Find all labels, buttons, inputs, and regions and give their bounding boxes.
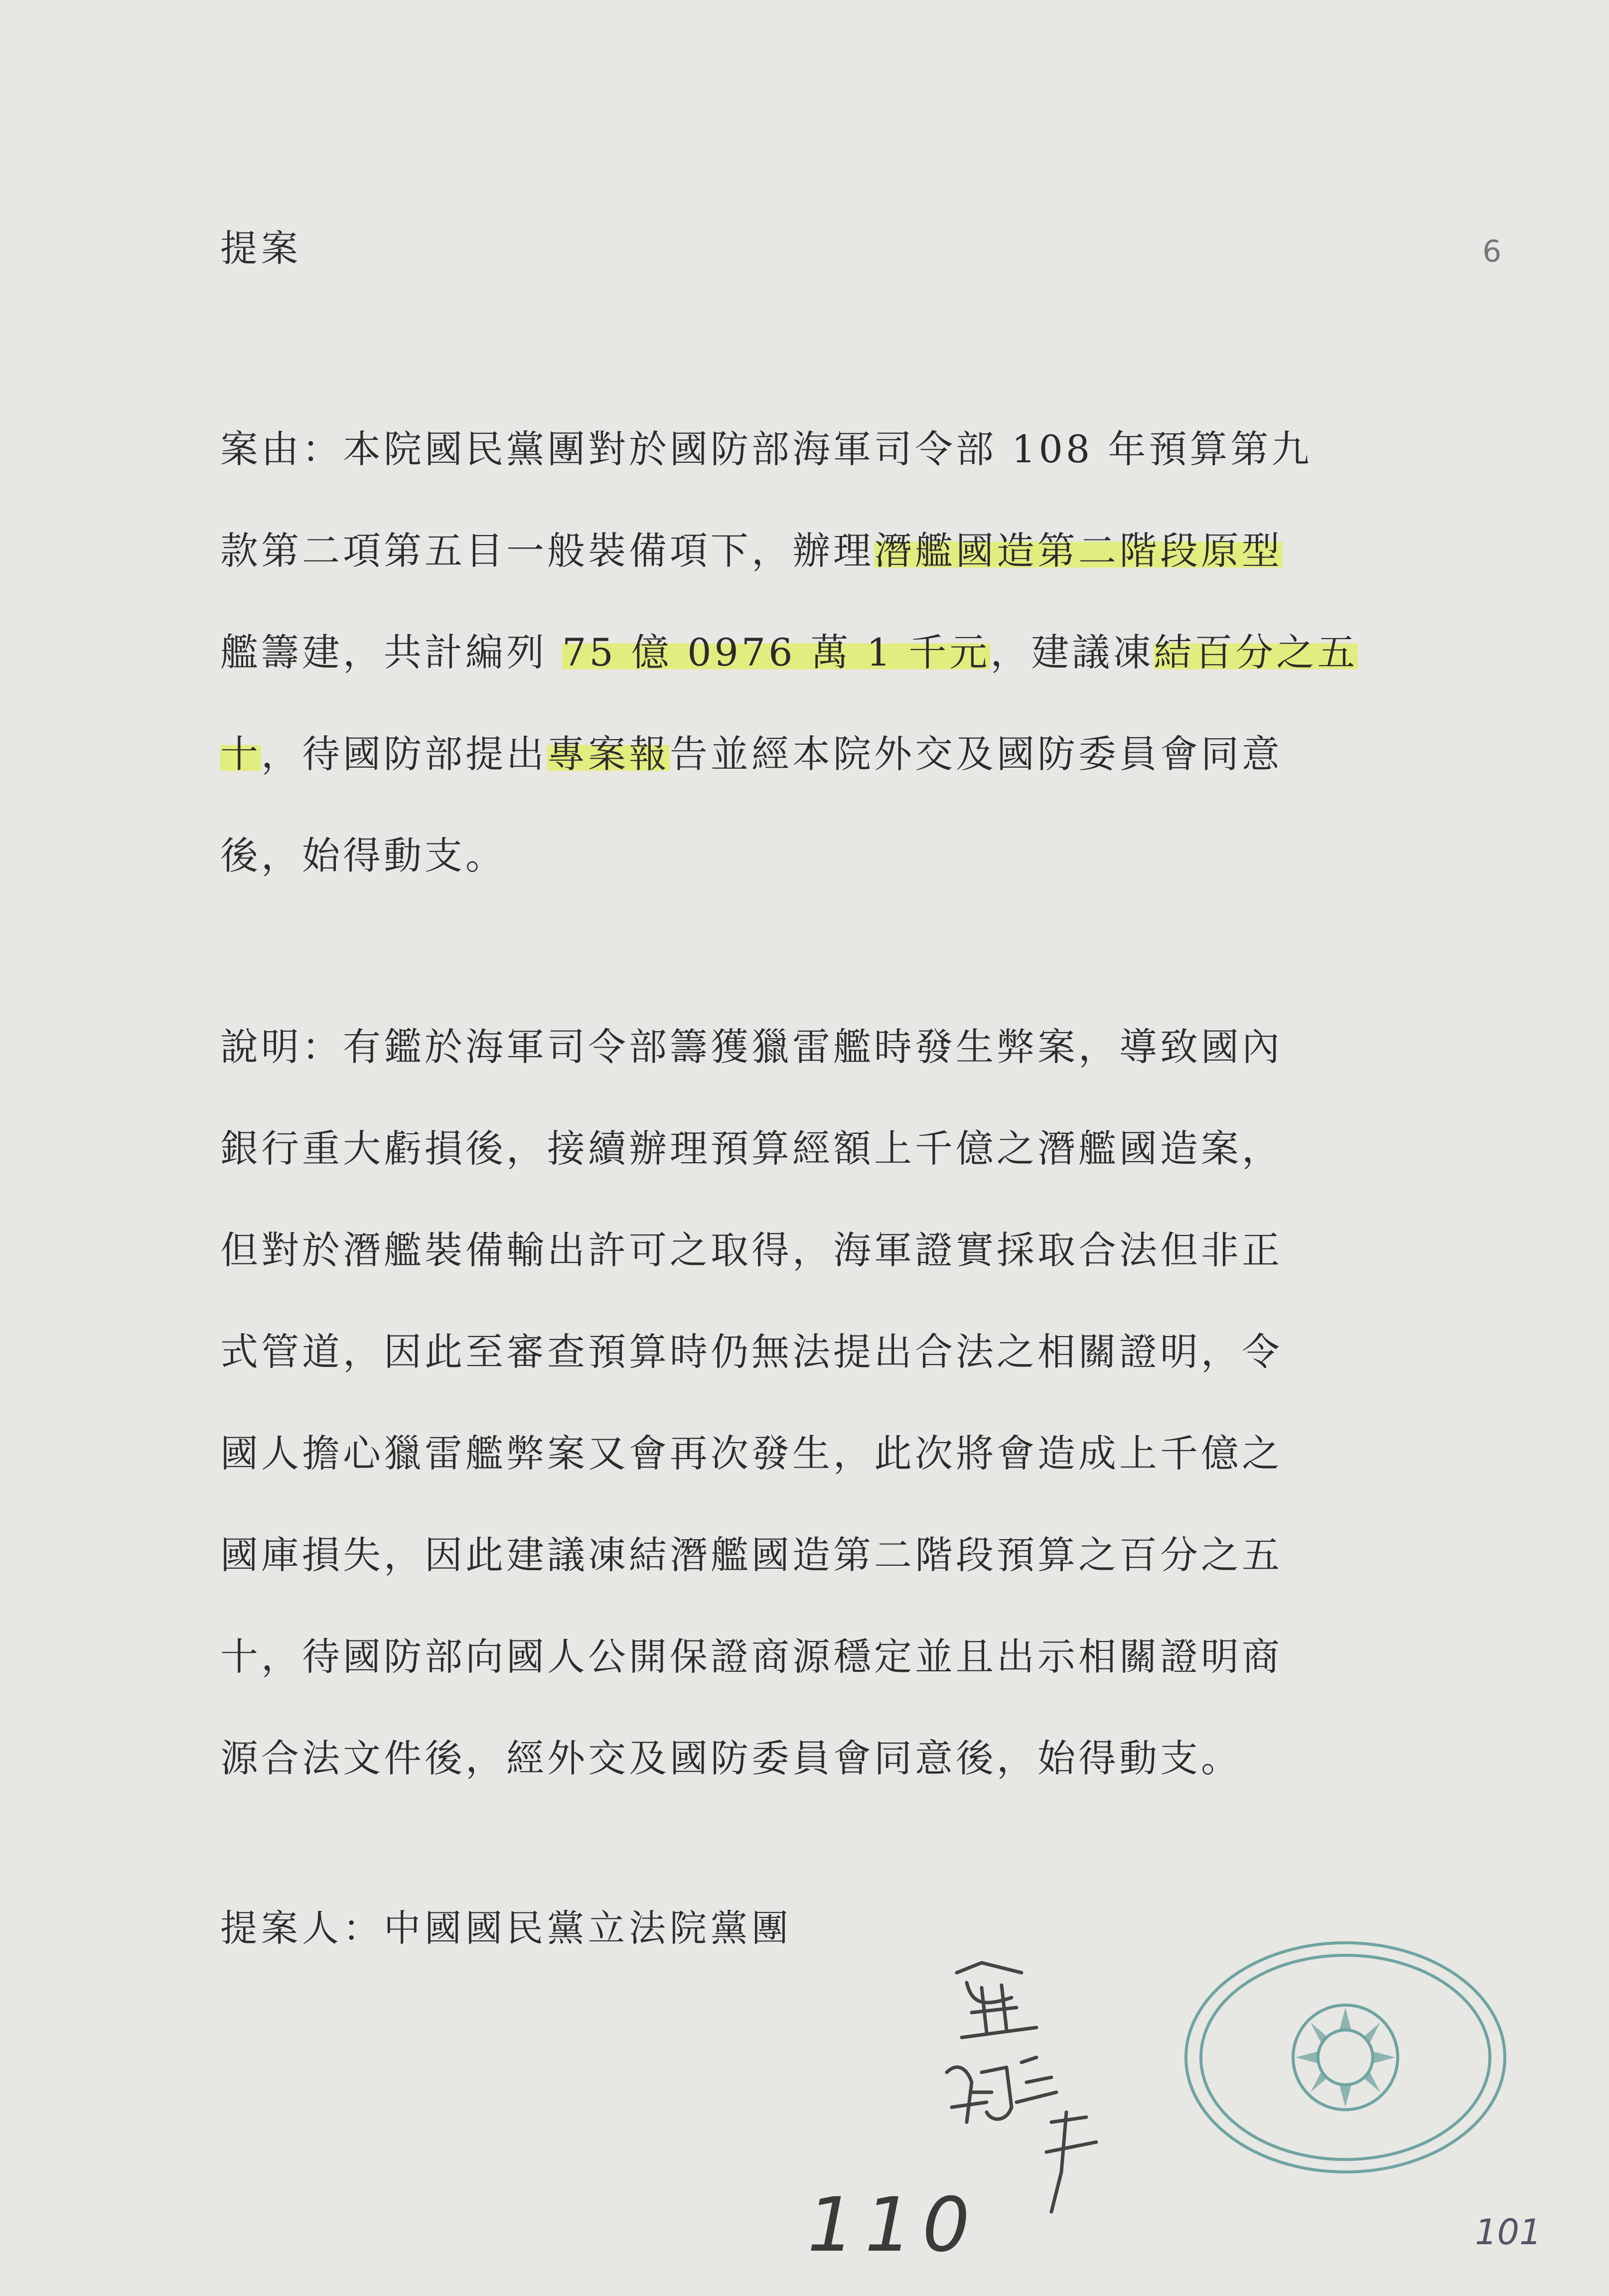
highlighted-text: 十 — [220, 732, 261, 776]
reason-line — [220, 500, 1401, 602]
explanation-line: 式管道，因此至審查預算時仍無法提出合法之相關證明，令 — [220, 1330, 1283, 1374]
reason-line: 後，始得動支。 — [220, 833, 506, 878]
reason-line — [220, 602, 1401, 703]
highlighted-text: 專案報 — [547, 732, 670, 776]
explanation-line: 但對於潛艦裝備輸出許可之取得，海軍證實採取合法但非正 — [220, 1228, 1283, 1272]
highlighted-text: 結百分之五 — [1154, 630, 1358, 675]
explanation-line: 國庫損失，因此建議凍結潛艦國造第二階段預算之百分之五 — [220, 1533, 1283, 1577]
explanation-line: 國人擔心獵雷艦弊案又會再次發生，此次將會造成上千億之 — [220, 1431, 1283, 1476]
proposer-line: 提案人：中國國民黨立法院黨團 — [220, 1907, 792, 1950]
reason-line-text: 艦籌建，共計編列 75 億 0976 萬 1 千元，建議凍結百分之五 — [220, 630, 1358, 675]
highlighted-text: 75 億 0976 萬 1 千元 — [562, 630, 991, 675]
explanation-paragraph — [220, 996, 1401, 1809]
explanation-line: 說明：有鑑於海軍司令部籌獲獵雷艦時發生弊案，導致國內 — [220, 1025, 1283, 1069]
reason-line — [220, 703, 1401, 805]
document-heading: 提案 — [220, 227, 302, 270]
party-seal — [1176, 1933, 1515, 2182]
explanation-line: 源合法文件後，經外交及國防委員會同意後，始得動支。 — [220, 1736, 1242, 1780]
handwritten-page-number-small: 101 — [1475, 2212, 1542, 2253]
reason-line: 案由：本院國民黨團對於國防部海軍司令部 108 年預算第九 — [220, 427, 1313, 471]
highlighted-text: 潛艦國造第二階段原型 — [874, 529, 1283, 573]
handwritten-page-number: 110 — [807, 2182, 980, 2269]
signature-mark — [937, 1943, 1126, 2222]
reason-line-text: 十，待國防部提出專案報告並經本院外交及國防委員會同意 — [220, 732, 1283, 776]
explanation-line: 十，待國防部向國人公開保證商源穩定並且出示相關證明商 — [220, 1634, 1283, 1679]
corner-mark: 6 — [1482, 234, 1502, 269]
reason-paragraph — [220, 399, 1401, 907]
reason-line-text: 款第二項第五目一般裝備項下，辦理潛艦國造第二階段原型 — [220, 529, 1283, 573]
explanation-line: 銀行重大虧損後，接續辦理預算經額上千億之潛艦國造案， — [220, 1126, 1283, 1171]
